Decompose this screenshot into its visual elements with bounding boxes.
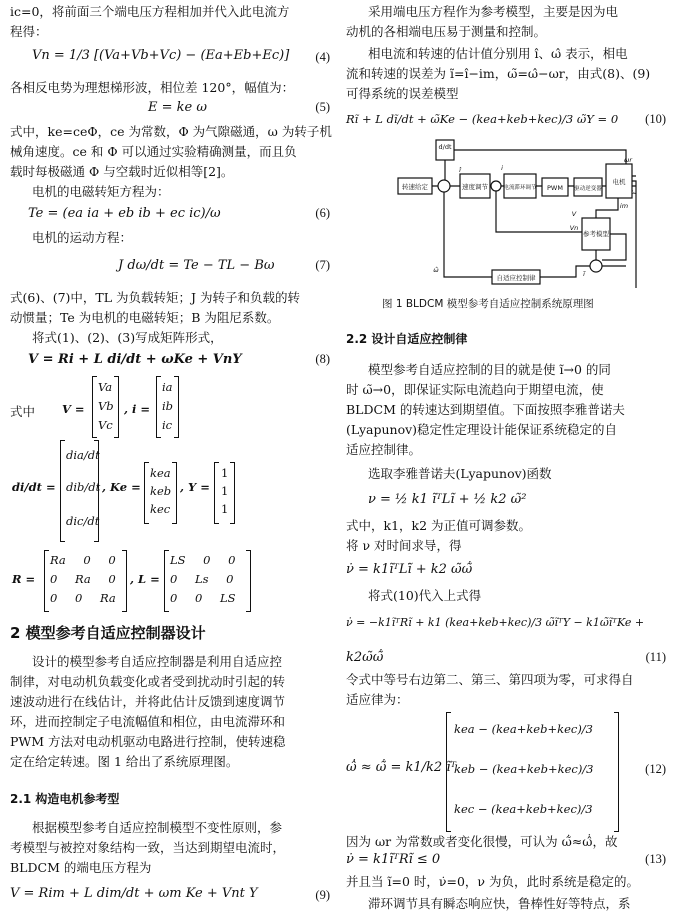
text-line: 各相反电势为理想梯形波，相位差 120°，幅值为： xyxy=(10,80,295,95)
l-row: 0 Ls 0 xyxy=(170,572,234,586)
equation-v: ν = ½ k1 ĩᵀLĩ + ½ k2 ω̃² xyxy=(368,492,527,507)
bracket xyxy=(156,376,161,438)
text-line: 设计的模型参考自适应控制器是利用自适应控 xyxy=(32,654,283,669)
i-cell: ib xyxy=(162,399,174,413)
text-line: 相电流和转速的估计值分别用 î、ω̂ 表示，相电 xyxy=(368,46,628,61)
eq12-row: kea − (kea+keb+kec)/3 xyxy=(454,722,593,736)
signal-ihat: î xyxy=(459,166,461,174)
ke-cell: keb xyxy=(150,484,172,498)
text-line: 式中，k1，k2 为正值可调参数。 xyxy=(346,518,532,533)
text-line: 根据模型参考自适应控制模型不变性原则，参 xyxy=(32,820,283,835)
eq12-row: keb − (kea+keb+kec)/3 xyxy=(454,762,594,776)
y-cell: 1 xyxy=(221,484,229,498)
text-line: 时 ω̃→0，即保证实际电流趋向于期望电流，使 xyxy=(346,382,604,397)
bracket xyxy=(446,712,451,832)
bracket xyxy=(214,462,219,524)
bracket xyxy=(246,550,251,612)
text-line: BLDCM 的转速达到期望值。下面按照李雅普诺夫 xyxy=(346,402,625,417)
equation-vdot: ν̇ = k1ĩᵀLĩ̇ + k2 ω̃ω̃̇ xyxy=(346,562,473,577)
equation-11a: ν̇ = −k1ĩᵀRĩ + k1 (kea+keb+kec)/3 ω̃ĩᵀY − k1ω̃ĩᵀKe + xyxy=(346,616,645,629)
bracket xyxy=(164,550,169,612)
equation-8: V = Ri + L di/dt + ωKe + VnY xyxy=(28,352,242,367)
signal-what: ω̂ xyxy=(433,266,439,274)
text-line: 将式(1)、(2)、(3)写成矩阵形式， xyxy=(32,330,223,345)
equation-12-lhs: ω̂̇ ≈ ω̃̇ = k1/k2 ĩᵀ xyxy=(346,760,456,775)
signal-itilde: ĩ xyxy=(583,270,585,278)
signal-v: V xyxy=(571,210,577,218)
speed-reg-label: 速度调节 xyxy=(462,183,488,191)
adaptive-label: 自适应控制律 xyxy=(496,274,536,282)
bracket xyxy=(92,376,97,438)
figure-caption: 图 1 BLDCM 模型参考自适应控制系统原理图 xyxy=(382,298,594,310)
ke-cell: kec xyxy=(150,502,171,516)
ke-cell: kea xyxy=(150,466,171,480)
v-cell: Va xyxy=(98,380,113,394)
text-line: 程得： xyxy=(10,24,48,39)
equation-13: ν̇ = k1ĩᵀRĩ ≤ 0 xyxy=(346,852,441,867)
bracket xyxy=(172,462,177,524)
i-cell: ia xyxy=(162,380,173,394)
text-line: 采用端电压方程作为参考模型，主要是因为电 xyxy=(368,4,619,19)
y-cell: 1 xyxy=(221,502,229,516)
bracket xyxy=(114,376,119,438)
text-line: 式(6)、(7)中，TL 为负载转矩；J 为转子和负载的转 xyxy=(10,290,301,305)
didt-cell: dib/dt xyxy=(66,480,101,494)
motor-label: 电机 xyxy=(612,178,626,186)
equation-number: (11) xyxy=(645,650,666,664)
text-line: 因为 ωr 为常数或者变化很慢，可认为 ω̃̇≈ω̂̇，故 xyxy=(346,834,618,849)
equation-7: J dω/dt = Te − TL − Bω xyxy=(118,258,275,273)
text-line: 选取李雅普诺夫(Lyapunov)函数 xyxy=(368,466,552,481)
equation-11b: k2ω̃ω̃̇ xyxy=(346,650,384,665)
text-line: 令式中等号右边第二、第三、第四项为零，可求得自 xyxy=(346,672,634,687)
equation-6: Te = (ea ia + eb ib + ec ic)/ω xyxy=(28,206,221,221)
text-line: 动惯量；Te 为电机的电磁转矩；B 为阻尼系数。 xyxy=(10,310,280,325)
text-line: 械角速度。ce 和 Φ 可以通过实验精确测量，而且负 xyxy=(10,144,297,159)
l-row: LS 0 0 xyxy=(170,553,236,567)
r-row: 0 Ra 0 xyxy=(50,572,116,586)
text-line: 动机的各相端电压易于测量和控制。 xyxy=(346,24,547,39)
text-line: 式中，ke=ceΦ，ce 为常数，Φ 为气隙磁通，ω 为转子机 xyxy=(10,124,332,139)
equation-10: Rĩ + L dĩ/dt + ω̃Ke − (kea+keb+kec)/3 ω̃Y = 0 xyxy=(346,112,619,126)
ddt-label: d/dt xyxy=(438,143,452,151)
text-line: 定在给定转速。图 1 给出了系统原理图。 xyxy=(10,754,239,769)
v-cell: Vc xyxy=(98,418,113,432)
equation-number: (9) xyxy=(315,888,330,902)
signal-w: ω xyxy=(631,188,637,196)
speed-given-label: 转速给定 xyxy=(402,183,428,191)
text-line: (Lyapunov)稳定性定理设计能保证系统稳定的自 xyxy=(346,422,618,437)
bracket xyxy=(44,550,49,612)
signal-im: im xyxy=(619,202,629,210)
text-line: 滞环调节具有瞬态响应快，鲁棒性好等特点，系 xyxy=(368,896,631,911)
r-label: R = xyxy=(12,572,36,586)
didt-cell: dia/dt xyxy=(66,448,100,462)
text-line: 适应控制律。 xyxy=(346,442,422,457)
equation-number: (8) xyxy=(315,352,330,366)
equation-number: (5) xyxy=(315,100,330,114)
bracket xyxy=(174,376,179,438)
system-block-diagram xyxy=(396,136,636,288)
text-line: 可得系统的误差模型 xyxy=(346,86,459,101)
subsection-heading: 2.1 构造电机参考型 xyxy=(10,792,120,806)
text-line: 速波动进行在线估计，并将此估计反馈到速度调节 xyxy=(10,694,286,709)
l-row: 0 0 LS xyxy=(170,591,236,605)
text-line: 电机的电磁转矩方程为： xyxy=(32,184,170,199)
r-row: Ra 0 0 xyxy=(50,553,116,567)
bracket xyxy=(614,712,619,832)
signal-i: i xyxy=(501,164,503,172)
text-line: 电机的运动方程： xyxy=(32,230,133,245)
summer-1 xyxy=(438,180,450,192)
v-matrix-label: V = xyxy=(62,402,85,416)
i-cell: ic xyxy=(162,418,173,432)
subsection-heading: 2.2 设计自适应控制律 xyxy=(346,332,468,346)
v-cell: Vb xyxy=(98,399,114,413)
y-label: , Y = xyxy=(180,480,210,494)
text-line: 并且当 ĩ=0 时，ν̇=0，ν 为负，此时系统是稳定的。 xyxy=(346,874,639,889)
equation-number: (7) xyxy=(315,258,330,272)
shizhong-label: 式中 xyxy=(10,404,36,419)
ke-label: , Ke = xyxy=(102,480,141,494)
section-heading: 2 模型参考自适应控制器设计 xyxy=(10,624,206,642)
pwm-label: PWM xyxy=(547,184,563,192)
ref-model-label: 参考模型 xyxy=(583,230,609,238)
inverter-label: 驱动逆变器 xyxy=(574,186,602,192)
text-line: 考模型与被控对象结构一致，当达到期望电流时， xyxy=(10,840,286,855)
r-row: 0 0 Ra xyxy=(50,591,116,605)
text-line: 将 ν 对时间求导，得 xyxy=(346,538,462,553)
text-line: BLDCM 的端电压方程为 xyxy=(10,860,152,875)
text-line: 载时每极磁通 Φ 与空载时近似相等[2]。 xyxy=(10,164,234,179)
equation-4: Vn = 1/3 [(Va+Vb+Vc) − (Ea+Eb+Ec)] xyxy=(32,48,290,63)
y-cell: 1 xyxy=(221,466,229,480)
signal-vn: Vn xyxy=(569,224,579,232)
bracket xyxy=(230,462,235,524)
text-line: 模型参考自适应控制的目的就是使 ĩ→0 的同 xyxy=(368,362,611,377)
summer-2 xyxy=(491,181,501,191)
eq12-row: kec − (kea+keb+kec)/3 xyxy=(454,802,593,816)
equation-9: V = Rim + L dim/dt + ωm Ke + Vnt Y xyxy=(10,886,258,901)
text-line: 环，进而控制定子电流幅值和相位，由电流滞环和 xyxy=(10,714,286,729)
i-matrix-label: , i = xyxy=(124,402,151,416)
text-line: 流和转速的误差为 ĩ=î−im，ω̃=ω̂−ωr，由式(8)、(9) xyxy=(346,66,651,81)
summer-3 xyxy=(590,260,602,272)
text-line: ic=0，将前面三个端电压方程相加并代入此电流方 xyxy=(10,4,290,19)
bracket xyxy=(122,550,127,612)
bracket xyxy=(144,462,149,524)
current-reg-label: 电流滞环调节 xyxy=(503,185,537,191)
didt-cell: dic/dt xyxy=(66,514,100,528)
l-label: , L = xyxy=(130,572,160,586)
equation-number: (4) xyxy=(315,50,330,64)
equation-number: (13) xyxy=(645,852,666,866)
equation-number: (6) xyxy=(315,206,330,220)
didt-label: di/dt = xyxy=(12,480,56,494)
text-line: PWM 方法对电动机驱动电路进行控制，使转速稳 xyxy=(10,734,286,749)
text-line: 将式(10)代入上式得 xyxy=(368,588,482,603)
text-line: 适应律为： xyxy=(346,692,409,707)
equation-5: E = ke ω xyxy=(148,100,207,115)
equation-number: (12) xyxy=(645,762,666,776)
text-line: 制律，对电动机负载变化或者受到扰动时引起的转 xyxy=(10,674,286,689)
bracket xyxy=(60,440,65,542)
signal-wr: ωr xyxy=(623,156,633,164)
equation-number: (10) xyxy=(645,112,666,126)
